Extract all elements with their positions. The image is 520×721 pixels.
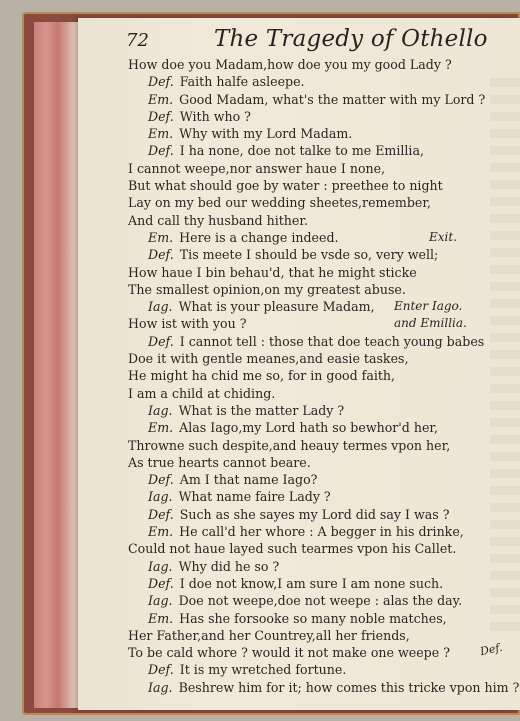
text-line — [128, 108, 520, 125]
text-line — [128, 246, 520, 263]
line-text: As true hearts cannot beare. — [128, 454, 311, 470]
line-text: The smallest opinion,on my greatest abuse. — [128, 281, 406, 297]
line-text: Lay on my bed our wedding sheetes,remember, — [128, 195, 432, 211]
line-text: To be cald whore ? would it not make one weepe ? — [128, 645, 450, 661]
line-text: Her Father,and her Countrey,all her friends, — [128, 627, 410, 643]
text-line — [128, 575, 520, 592]
text-line — [128, 454, 520, 471]
text-line — [128, 298, 520, 315]
page-edges — [34, 22, 82, 708]
speaker-prefix: Em. — [148, 126, 174, 142]
line-text: Has she forsooke so many noble matches, — [179, 610, 447, 626]
speaker-prefix: Iag. — [148, 402, 173, 418]
catchword: Def. — [478, 640, 504, 659]
play-text — [128, 56, 520, 696]
line-text: Tis meete I should be vsde so, very well; — [179, 247, 439, 263]
text-line — [128, 402, 520, 419]
running-title: The Tragedy of Othello — [214, 26, 488, 52]
speaker-prefix: Def. — [148, 575, 174, 591]
line-text: I ha none, doe not talke to me Emillia, — [179, 143, 424, 159]
text-line — [128, 679, 520, 696]
text-line — [128, 212, 520, 229]
speaker-prefix: Def. — [148, 472, 174, 488]
line-text: Doe it with gentle meanes,and easie taskes, — [128, 351, 409, 367]
text-line — [128, 385, 520, 402]
line-text: I cannot tell : those that doe teach young babes — [179, 333, 485, 349]
stage-direction: Exit. — [429, 229, 458, 244]
text-line — [128, 73, 520, 90]
line-text: He call'd her whore : A begger in his drinke, — [179, 524, 464, 540]
line-text: But what should goe by water : preethee to night — [128, 178, 443, 194]
text-line — [128, 540, 520, 557]
speaker-prefix: Def. — [148, 74, 174, 90]
text-line — [128, 437, 520, 454]
text-line — [128, 56, 520, 73]
speaker-prefix: Iag. — [148, 558, 173, 574]
line-text: How haue I bin behau'd, that he might sticke — [128, 264, 417, 280]
line-text: He might ha chid me so, for in good faith, — [128, 368, 396, 384]
line-text: Why with my Lord Madam. — [179, 126, 353, 142]
speaker-prefix: Def. — [148, 247, 174, 263]
text-line — [128, 333, 520, 350]
text-line — [128, 419, 520, 436]
line-text: What is your pleasure Madam, — [178, 299, 375, 315]
speaker-prefix: Iag. — [148, 299, 173, 315]
page-header — [126, 24, 506, 54]
text-line — [128, 350, 520, 367]
speaker-prefix: Def. — [148, 662, 174, 678]
line-text: Here is a change indeed. — [179, 229, 339, 245]
line-text: Could not haue layed such tearmes vpon his Callet. — [128, 541, 457, 557]
text-line — [128, 281, 520, 298]
text-line — [128, 610, 520, 627]
line-text: Throwne such despite,and heauy termes vpon her, — [128, 437, 451, 453]
stage-direction: Enter Iago. — [394, 299, 463, 314]
text-line — [128, 264, 520, 281]
line-text: Beshrew him for it; how comes this tricke vpon him ? — [178, 679, 520, 695]
line-text: What is the matter Lady ? — [178, 402, 345, 418]
line-text: And call thy husband hither. — [128, 212, 309, 228]
speaker-prefix: Def. — [148, 333, 174, 349]
speaker-prefix: Iag. — [148, 679, 173, 695]
speaker-prefix: Em. — [148, 524, 174, 540]
text-line — [128, 315, 520, 332]
book-page — [78, 18, 520, 710]
speaker-prefix: Em. — [148, 420, 174, 436]
text-line — [128, 488, 520, 505]
text-line — [128, 177, 520, 194]
speaker-prefix: Iag. — [148, 593, 173, 609]
text-line — [128, 367, 520, 384]
text-line — [128, 194, 520, 211]
line-text: I am a child at chiding. — [128, 385, 276, 401]
line-text: How doe you Madam,how doe you my good Lady ? — [128, 57, 452, 72]
speaker-prefix: Em. — [148, 610, 174, 626]
line-text: How ist with you ? — [128, 316, 247, 332]
line-text: Doe not weepe,doe not weepe : alas the day. — [178, 593, 463, 609]
page-number: 72 — [126, 30, 149, 51]
speaker-prefix: Def. — [148, 143, 174, 159]
text-line — [128, 160, 520, 177]
speaker-prefix: Em. — [148, 91, 174, 107]
speaker-prefix: Em. — [148, 229, 174, 245]
line-text: Faith halfe asleepe. — [179, 74, 305, 90]
line-text: Such as she sayes my Lord did say I was ? — [179, 506, 450, 522]
text-line — [128, 229, 520, 246]
text-line — [128, 661, 520, 678]
speaker-prefix: Def. — [148, 506, 174, 522]
line-text: What name faire Lady ? — [178, 489, 331, 505]
text-line — [128, 627, 520, 644]
line-text: Am I that name Iago? — [179, 472, 318, 488]
text-line — [128, 558, 520, 575]
line-text: Why did he so ? — [178, 558, 280, 574]
text-line — [128, 523, 520, 540]
line-text: I cannot weepe,nor answer haue I none, — [128, 160, 386, 176]
text-line — [128, 142, 520, 159]
line-text: With who ? — [179, 108, 251, 124]
speaker-prefix: Iag. — [148, 489, 173, 505]
line-text: Good Madam, what's the matter with my Lord ? — [179, 91, 486, 107]
text-line — [128, 506, 520, 523]
stage-direction: and Emillia. — [394, 316, 467, 331]
line-text: Alas Iago,my Lord hath so bewhor'd her, — [179, 420, 439, 436]
text-line — [128, 91, 520, 108]
line-text: I doe not know,I am sure I am none such. — [179, 575, 444, 591]
text-line — [128, 592, 520, 609]
text-line — [128, 644, 520, 661]
text-line — [128, 125, 520, 142]
line-text: It is my wretched fortune. — [179, 662, 347, 678]
speaker-prefix: Def. — [148, 108, 174, 124]
text-line — [128, 471, 520, 488]
